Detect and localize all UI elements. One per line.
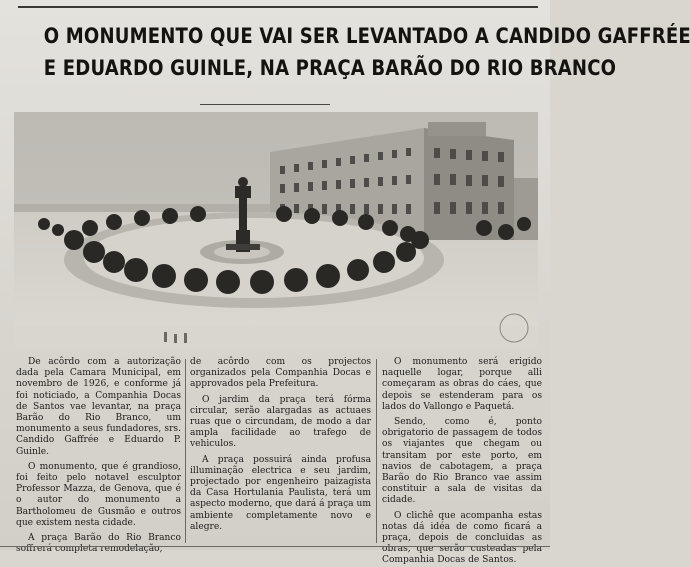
paragraph: O monumento será erigido naquelle logar, porque alli começaram as obras do cáes, que depois se estenderam para os lados do Vallongo e Paquetá. (382, 357, 542, 412)
article-column-2 (190, 357, 371, 545)
article-columns (14, 357, 544, 566)
paragraph: A praça Barão do Rio Branco soffrerá completa remodelação, (16, 533, 181, 555)
headline-rule (200, 104, 330, 105)
paragraph: De acôrdo com a autorização dada pela Camara Municipal, em novembro de 1926, e conforme já foi noticiado, a Companhia Docas de Santos vae levantar, na praça Barão do Rio Branco, um monumento a seus fundadores, srs. Candido Gaffrée e Eduardo P. Guinle. (16, 357, 181, 457)
paragraph: de acôrdo com os projectos organizados pela Companhia Docas e approvados pela Prefeitura. (190, 357, 371, 390)
paragraph: Sendo, como é, ponto obrigatorio de passagem de todos os viajantes que chegam ou transitam por este porto, em navios de cabotagem, a praça Barão do Rio Branco vae assim constituir a sala de visitas da cidade. (382, 417, 542, 506)
article-column-1 (16, 357, 181, 555)
plaza-drawing (14, 112, 538, 348)
paragraph: O clichê que acompanha estas notas dá idéa de como ficará a praça, depois de concluidas as obras, que serão custeadas pela Companhia Docas de Santos. (382, 510, 542, 566)
paragraph: O jardim da praça terá fórma circular, serão alargadas as actuaes ruas que o circundam, de modo a dar ampla facilidade ao trafego de vehiculos. (190, 394, 371, 450)
paragraph: A praça possuirá ainda profusa illuminação electrica e seu jardim, projectado por engenheiro paizagista da Casa Hortulania Paulista, terá um aspecto moderno, que dará á praça um ambiente completamente novo e alegre. (190, 454, 371, 532)
headline (43, 20, 691, 84)
column-divider (376, 359, 377, 543)
headline-line-1: O MONUMENTO QUE VAI SER LEVANTADO A CANDIDO GAFFRÉE (43, 24, 691, 48)
headline-line-2: E EDUARDO GUINLE, NA PRAÇA BARÃO DO RIO BRANCO (43, 56, 617, 80)
column-divider (185, 359, 186, 543)
bottom-rule (0, 546, 550, 547)
plaza-illustration (14, 112, 538, 348)
top-rule (18, 6, 538, 8)
article-column-3 (382, 357, 542, 566)
paragraph: O monumento, que é grandioso, foi feito pelo notavel esculptor Professor Mazza, de Genova, que é o autor do monumento a Bartholomeu de Gusmão e outros que existem nesta cidade. (16, 461, 181, 528)
